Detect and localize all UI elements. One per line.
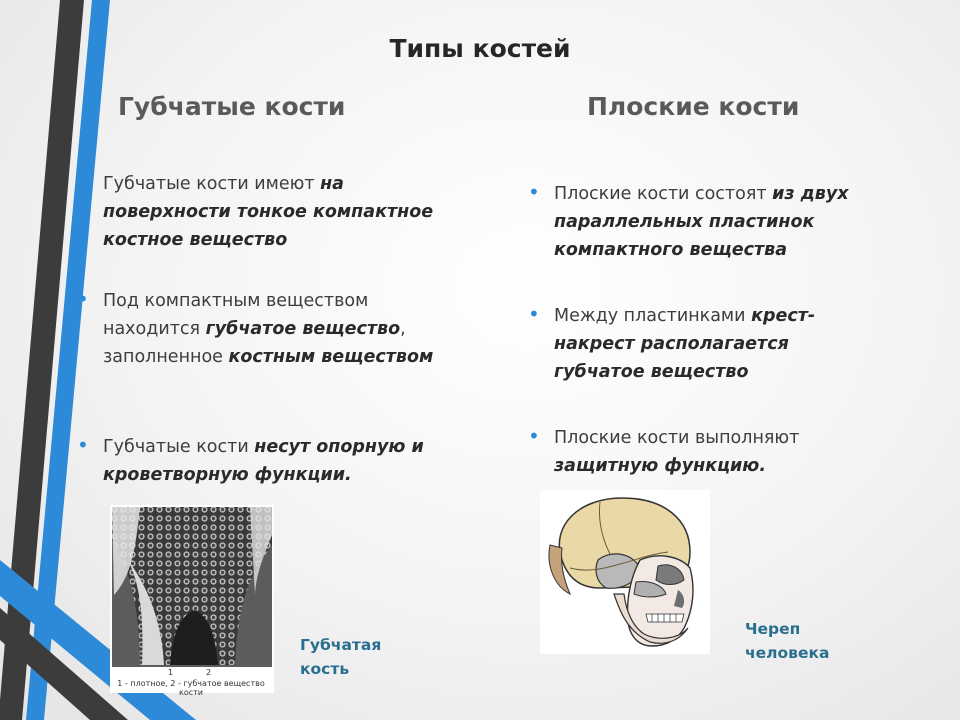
right-bullet-2 — [554, 302, 854, 386]
right-bullet-3 — [554, 424, 884, 480]
bullet-text: Под компактным веществом находится — [103, 291, 369, 339]
left-bullet-3 — [103, 433, 448, 489]
emphasized-text: несут опорную и кроветворную функции. — [103, 437, 424, 485]
spongy-bone-image — [110, 505, 274, 697]
image-label-2: 2 — [206, 668, 212, 677]
emphasized-text: из двух параллельных пластинок компактного вещества — [554, 184, 849, 260]
caption-line-2: человека — [745, 644, 830, 662]
bullet-text: , заполненное — [103, 319, 406, 367]
bullet-text: Между пластинками — [554, 306, 752, 326]
left-bullet-1 — [103, 170, 448, 254]
spongy-bone-illustration — [110, 505, 274, 675]
caption-line-2: кость — [300, 660, 350, 678]
spongy-bone-caption — [300, 633, 381, 681]
emphasized-text: защитную функцию. — [554, 456, 766, 476]
skull-image — [540, 490, 710, 654]
image-legend: 1 - плотное, 2 - губчатое вещество кости — [117, 679, 265, 697]
slide-title: Типы костей — [389, 34, 571, 63]
bullet-text: Губчатые кости — [103, 437, 255, 457]
caption-line-1: Губчатая — [300, 636, 382, 654]
image-label-1: 1 — [168, 668, 174, 677]
left-bullet-2 — [103, 287, 443, 371]
right-bullet-1 — [554, 180, 884, 264]
bullet-text: Губчатые кости имеют — [103, 174, 321, 194]
emphasized-text: крест-накрест располагается губчатое вещество — [554, 306, 816, 382]
emphasized-text: на поверхности тонкое компактное костное вещество — [103, 174, 434, 250]
emphasized-text: костным веществом — [228, 347, 434, 367]
left-column-heading: Губчатые кости — [118, 92, 346, 121]
emphasized-text: губчатое вещество — [205, 319, 401, 339]
bullet-text: Плоские кости выполняют — [554, 428, 800, 448]
right-column-heading: Плоские кости — [587, 92, 800, 121]
skull-caption — [745, 617, 829, 665]
skull-illustration — [540, 490, 710, 654]
bullet-text: Плоские кости состоят — [554, 184, 773, 204]
caption-line-1: Череп — [745, 620, 801, 638]
